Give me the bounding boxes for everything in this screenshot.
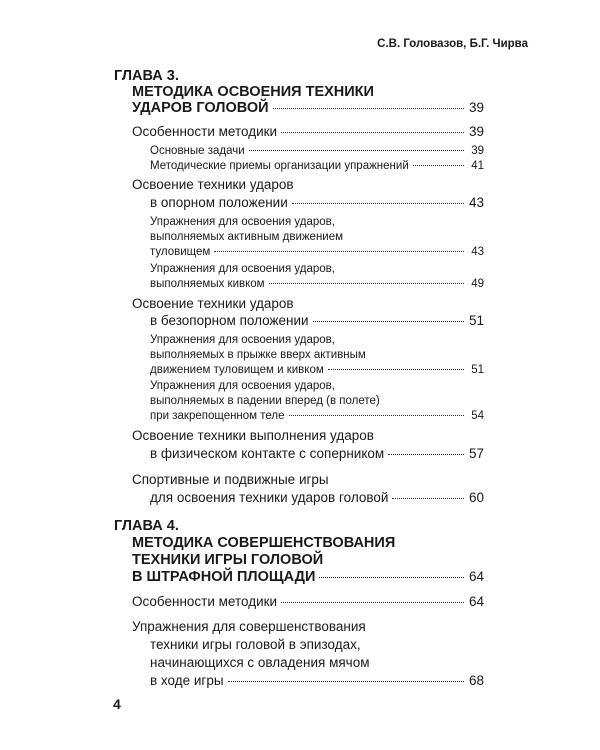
- toc-entry-jump-line-2: выполняемых в прыжке вверх активным: [150, 349, 366, 361]
- toc-entry-games[interactable]: [150, 490, 484, 505]
- page-ref: 60: [468, 490, 484, 505]
- page-ref: 49: [471, 278, 484, 290]
- page-ref: 41: [471, 160, 484, 172]
- toc-entry-text: Основные задачи: [150, 145, 245, 157]
- toc-entry-fall-line-1: Упражнения для освоения ударов,: [150, 380, 335, 392]
- toc-entry-text: выполняемых кивком: [150, 278, 265, 290]
- toc-entry-text: туловищем: [150, 246, 211, 258]
- toc-entry-improvement-line-2: техники игры головой в эпизодах,: [150, 637, 361, 652]
- page-ref: 64: [468, 594, 484, 609]
- page-ref: 57: [468, 446, 484, 461]
- toc-entry-text: для освоения техники ударов головой: [150, 490, 389, 505]
- page-ref: 51: [471, 364, 484, 376]
- dot-leader: [214, 251, 464, 252]
- page-number: 4: [113, 696, 121, 712]
- toc-entry-torso-line-1: Упражнения для освоения ударов,: [150, 216, 335, 228]
- chapter-3-title-line-1: МЕТОДИКА ОСВОЕНИЯ ТЕХНИКИ: [132, 84, 374, 100]
- page-ref: 39: [471, 145, 484, 157]
- dot-leader: [388, 454, 464, 455]
- toc-entry-text: в безопорном положении: [150, 313, 309, 328]
- toc-entry-improvement[interactable]: [150, 673, 484, 688]
- chapter-4-title-line-1: МЕТОДИКА СОВЕРШЕНСТВОВАНИЯ: [132, 535, 396, 551]
- chapter-4-number: ГЛАВА 4.: [114, 518, 179, 534]
- dot-leader: [292, 203, 464, 204]
- dot-leader: [228, 681, 464, 682]
- page-ref: 39: [468, 100, 484, 115]
- toc-entry-text: в опорном положении: [150, 195, 288, 210]
- toc-entry-contact-line-1: Освоение техники выполнения ударов: [132, 428, 374, 443]
- toc-entry-support-position[interactable]: [150, 195, 484, 210]
- chapter-4-title-line-3: В ШТРАФНОЙ ПЛОЩАДИ: [132, 569, 316, 585]
- chapter-3-title-line-2: УДАРОВ ГОЛОВОЙ: [132, 100, 269, 116]
- toc-entry-fall[interactable]: [150, 410, 484, 422]
- toc-entry-unsupported[interactable]: [150, 313, 484, 328]
- page-ref: 39: [468, 124, 484, 139]
- chapter-3-title-entry[interactable]: [132, 100, 484, 116]
- toc-entry-torso-line-2: выполняемых активным движением: [150, 231, 344, 243]
- toc-entry-ch4-features[interactable]: [132, 594, 484, 609]
- toc-entry-text: Методические приемы организации упражнений: [150, 160, 409, 172]
- dot-leader: [249, 150, 464, 151]
- page-ref: 43: [468, 195, 484, 210]
- dot-leader: [269, 283, 464, 284]
- toc-entry-text: при закрепощенном теле: [150, 410, 285, 422]
- toc-entry-contact[interactable]: [150, 446, 484, 461]
- page-ref: 43: [471, 246, 484, 258]
- dot-leader: [281, 602, 464, 603]
- toc-entry-nod-line-1: Упражнения для освоения ударов,: [150, 263, 335, 275]
- toc-entry-main-tasks[interactable]: [150, 145, 484, 157]
- toc-entry-text: в ходе игры: [150, 673, 224, 688]
- dot-leader: [328, 369, 464, 370]
- toc-entry-improvement-line-1: Упражнения для совершенствования: [132, 619, 366, 634]
- dot-leader: [281, 132, 464, 133]
- toc-entry-torso[interactable]: [150, 246, 484, 258]
- toc-entry-text: в физическом контакте с соперником: [150, 446, 385, 461]
- dot-leader: [313, 321, 464, 322]
- toc-entry-methodical-techniques[interactable]: [150, 160, 484, 172]
- toc-entry-jump-line-1: Упражнения для освоения ударов,: [150, 334, 335, 346]
- toc-entry-support-position-line-1: Освоение техники ударов: [132, 177, 294, 192]
- chapter-3-number: ГЛАВА 3.: [114, 68, 179, 84]
- dot-leader: [413, 165, 464, 166]
- toc-entry-text: Особенности методики: [132, 124, 278, 139]
- chapter-4-title-line-2: ТЕХНИКИ ИГРЫ ГОЛОВОЙ: [132, 552, 324, 568]
- dot-leader: [273, 108, 464, 109]
- toc-entry-jump[interactable]: [150, 364, 484, 376]
- page-ref: 68: [468, 673, 484, 688]
- toc-entry-games-line-1: Спортивные и подвижные игры: [132, 472, 329, 487]
- page-ref: 51: [468, 313, 484, 328]
- toc-entry-fall-line-2: выполняемых в падении вперед (в полете): [150, 395, 380, 407]
- chapter-4-title-entry[interactable]: [132, 569, 484, 585]
- toc-entry-text: Особенности методики: [132, 594, 278, 609]
- page-ref: 54: [471, 410, 484, 422]
- toc-entry-unsupported-line-1: Освоение техники ударов: [132, 296, 294, 311]
- running-header-authors: С.В. Головазов, Б.Г. Чирва: [377, 38, 528, 50]
- toc-entry-nod[interactable]: [150, 278, 484, 290]
- page-ref: 64: [468, 569, 484, 584]
- dot-leader: [392, 498, 464, 499]
- toc-entry-improvement-line-3: начинающихся с овладения мячом: [150, 655, 370, 670]
- dot-leader: [319, 577, 464, 578]
- toc-entry-features[interactable]: [132, 124, 484, 139]
- dot-leader: [289, 415, 464, 416]
- toc-entry-text: движением туловищем и кивком: [150, 364, 324, 376]
